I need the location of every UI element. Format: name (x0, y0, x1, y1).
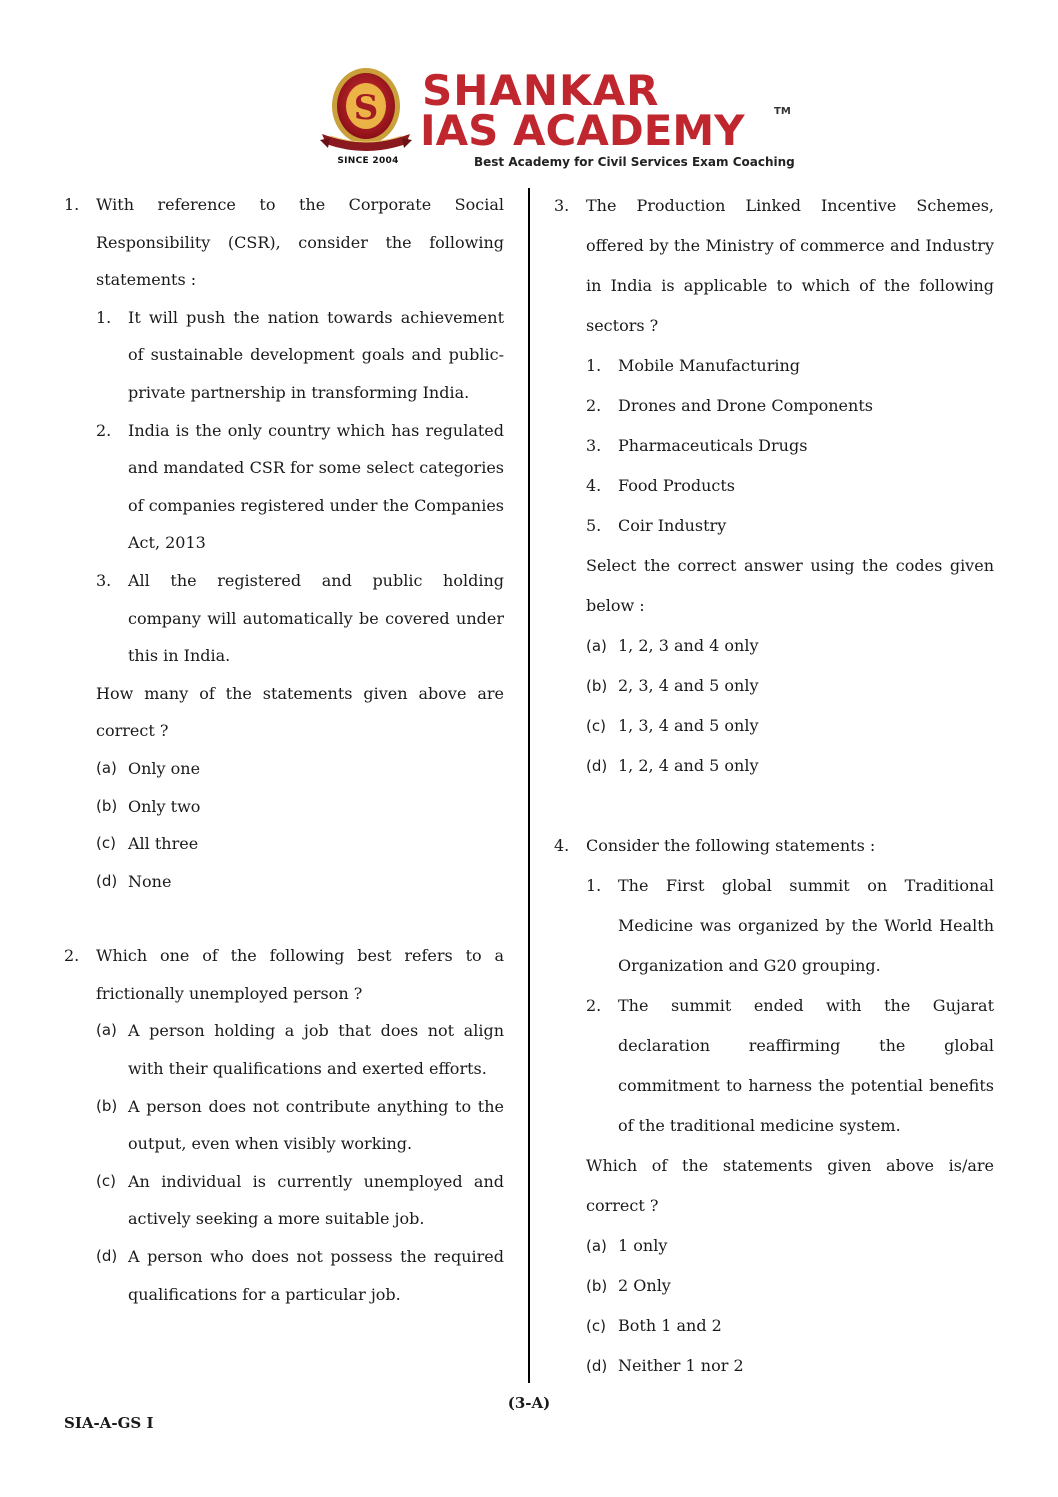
option-key: (a) (586, 637, 607, 655)
option-text: Only one (128, 758, 201, 778)
option-key: (c) (586, 1317, 606, 1335)
question-ask: Select the correct answer using the codes given below : (586, 556, 994, 615)
statement-text: Mobile Manufacturing (618, 356, 801, 375)
question-4 (554, 826, 994, 1386)
option-text: 2, 3, 4 and 5 only (618, 676, 759, 695)
statement-number: 3. (586, 436, 602, 455)
statement-text: India is the only country which has regulated and mandated CSR for some select categories of companies registered under the Companies Act, 2013 (128, 420, 504, 553)
brand-name-line1: SHANKAR (422, 66, 660, 115)
statement-item (586, 466, 994, 506)
option-item (586, 1226, 994, 1266)
option-key: (a) (586, 1237, 607, 1255)
statement-text: Pharmaceuticals Drugs (618, 436, 808, 455)
option-text: Both 1 and 2 (618, 1316, 722, 1335)
question-number: 2. (64, 946, 80, 966)
option-item (586, 666, 994, 706)
option-key: (d) (96, 871, 118, 890)
question-2 (64, 937, 504, 1313)
option-key: (c) (96, 1171, 116, 1190)
brand-name-line2: IAS ACADEMY (420, 106, 745, 155)
trademark-mark: TM (774, 106, 791, 117)
column-divider (528, 188, 530, 1383)
option-item (96, 788, 504, 826)
academy-logo (316, 64, 796, 176)
option-item (96, 750, 504, 788)
option-text: 2 Only (618, 1276, 671, 1295)
option-item (586, 746, 994, 786)
option-key: (b) (586, 1277, 608, 1295)
statement-number: 1. (586, 356, 602, 375)
option-item (96, 1163, 504, 1238)
statement-number: 1. (96, 307, 112, 327)
statement-item (96, 299, 504, 412)
option-key: (b) (96, 796, 118, 815)
question-1 (64, 186, 504, 900)
statement-number: 2. (586, 996, 602, 1015)
statement-text: All the registered and public holding company will automatically be covered under this in India. (128, 570, 504, 666)
question-stem: With reference to the Corporate Social Responsibility (CSR), consider the following statements : (96, 195, 504, 290)
option-key: (a) (96, 1021, 117, 1040)
option-item (96, 863, 504, 901)
statement-number: 5. (586, 516, 602, 535)
option-item (96, 1012, 504, 1087)
question-number: 3. (554, 196, 570, 215)
option-text: Only two (128, 796, 201, 816)
spacer (64, 900, 504, 937)
statement-number: 1. (586, 876, 602, 895)
option-key: (c) (96, 834, 116, 853)
statement-number: 2. (586, 396, 602, 415)
statement-item (96, 412, 504, 562)
question-3 (554, 186, 994, 786)
statement-text: Drones and Drone Components (618, 396, 873, 415)
option-item (96, 1088, 504, 1163)
option-text: All three (128, 834, 199, 854)
option-text: 1, 2, 4 and 5 only (618, 756, 759, 775)
option-item (586, 706, 994, 746)
option-text: An individual is currently unemployed and actively seeking a more suitable job. (128, 1171, 504, 1229)
statement-number: 2. (96, 420, 112, 440)
statement-number: 3. (96, 570, 112, 590)
statement-item (586, 386, 994, 426)
question-ask: How many of the statements given above are correct ? (96, 683, 504, 741)
statement-item (586, 346, 994, 386)
statement-text: The summit ended with the Gujarat declaration reaffirming the global commitment to harness the potential benefits of the traditional medicine system. (618, 996, 994, 1135)
option-text: A person who does not possess the required qualifications for a particular job. (128, 1247, 504, 1304)
question-stem: Consider the following statements : (586, 836, 876, 855)
statement-text: It will push the nation towards achievement of sustainable development goals and public-private partnership in transforming India. (128, 307, 504, 402)
question-number: 1. (64, 195, 80, 214)
question-stem: The Production Linked Incentive Schemes, offered by the Ministry of commerce and Industry in India is applicable to which of the following sectors ? (586, 196, 994, 335)
option-key: (d) (96, 1247, 118, 1266)
option-text: None (128, 871, 172, 891)
option-text: 1 only (618, 1236, 668, 1255)
option-text: 1, 3, 4 and 5 only (618, 716, 759, 735)
statement-item (96, 562, 504, 675)
question-stem: Which one of the following best refers to a frictionally unemployed person ? (96, 946, 504, 1003)
option-key: (b) (586, 677, 608, 695)
option-text: 1, 2, 3 and 4 only (618, 636, 759, 655)
option-item (96, 1238, 504, 1313)
question-number: 4. (554, 836, 570, 855)
right-column (554, 186, 994, 1386)
option-item (586, 1266, 994, 1306)
option-key: (d) (586, 1357, 608, 1375)
spacer (554, 786, 994, 826)
paper-code: SIA-A-GS I (64, 1414, 154, 1432)
statement-text: Coir Industry (618, 516, 727, 535)
since-label: SINCE 2004 (337, 156, 399, 166)
option-key: (b) (96, 1096, 118, 1115)
tagline: Best Academy for Civil Services Exam Coaching (474, 155, 795, 169)
page-number: (3-A) (507, 1394, 551, 1412)
option-item (96, 825, 504, 863)
statement-item (586, 986, 994, 1146)
question-ask: Which of the statements given above is/are correct ? (586, 1156, 994, 1215)
option-item (586, 1346, 994, 1386)
option-key: (c) (586, 717, 606, 735)
statement-item (586, 506, 994, 546)
option-item (586, 1306, 994, 1346)
statement-item (586, 426, 994, 466)
statement-number: 4. (586, 476, 602, 495)
option-item (586, 626, 994, 666)
svg-text:S: S (353, 88, 379, 128)
option-text: A person holding a job that does not align with their qualifications and exerted efforts. (128, 1021, 504, 1079)
option-key: (a) (96, 758, 117, 777)
statement-text: Food Products (618, 476, 736, 495)
option-key: (d) (586, 757, 608, 775)
statement-text: The First global summit on Traditional Medicine was organized by the World Health Organization and G20 grouping. (618, 876, 994, 975)
statement-item (586, 866, 994, 986)
left-column (64, 186, 504, 1313)
option-text: Neither 1 nor 2 (618, 1356, 744, 1375)
option-text: A person does not contribute anything to the output, even when visibly working. (128, 1096, 504, 1154)
